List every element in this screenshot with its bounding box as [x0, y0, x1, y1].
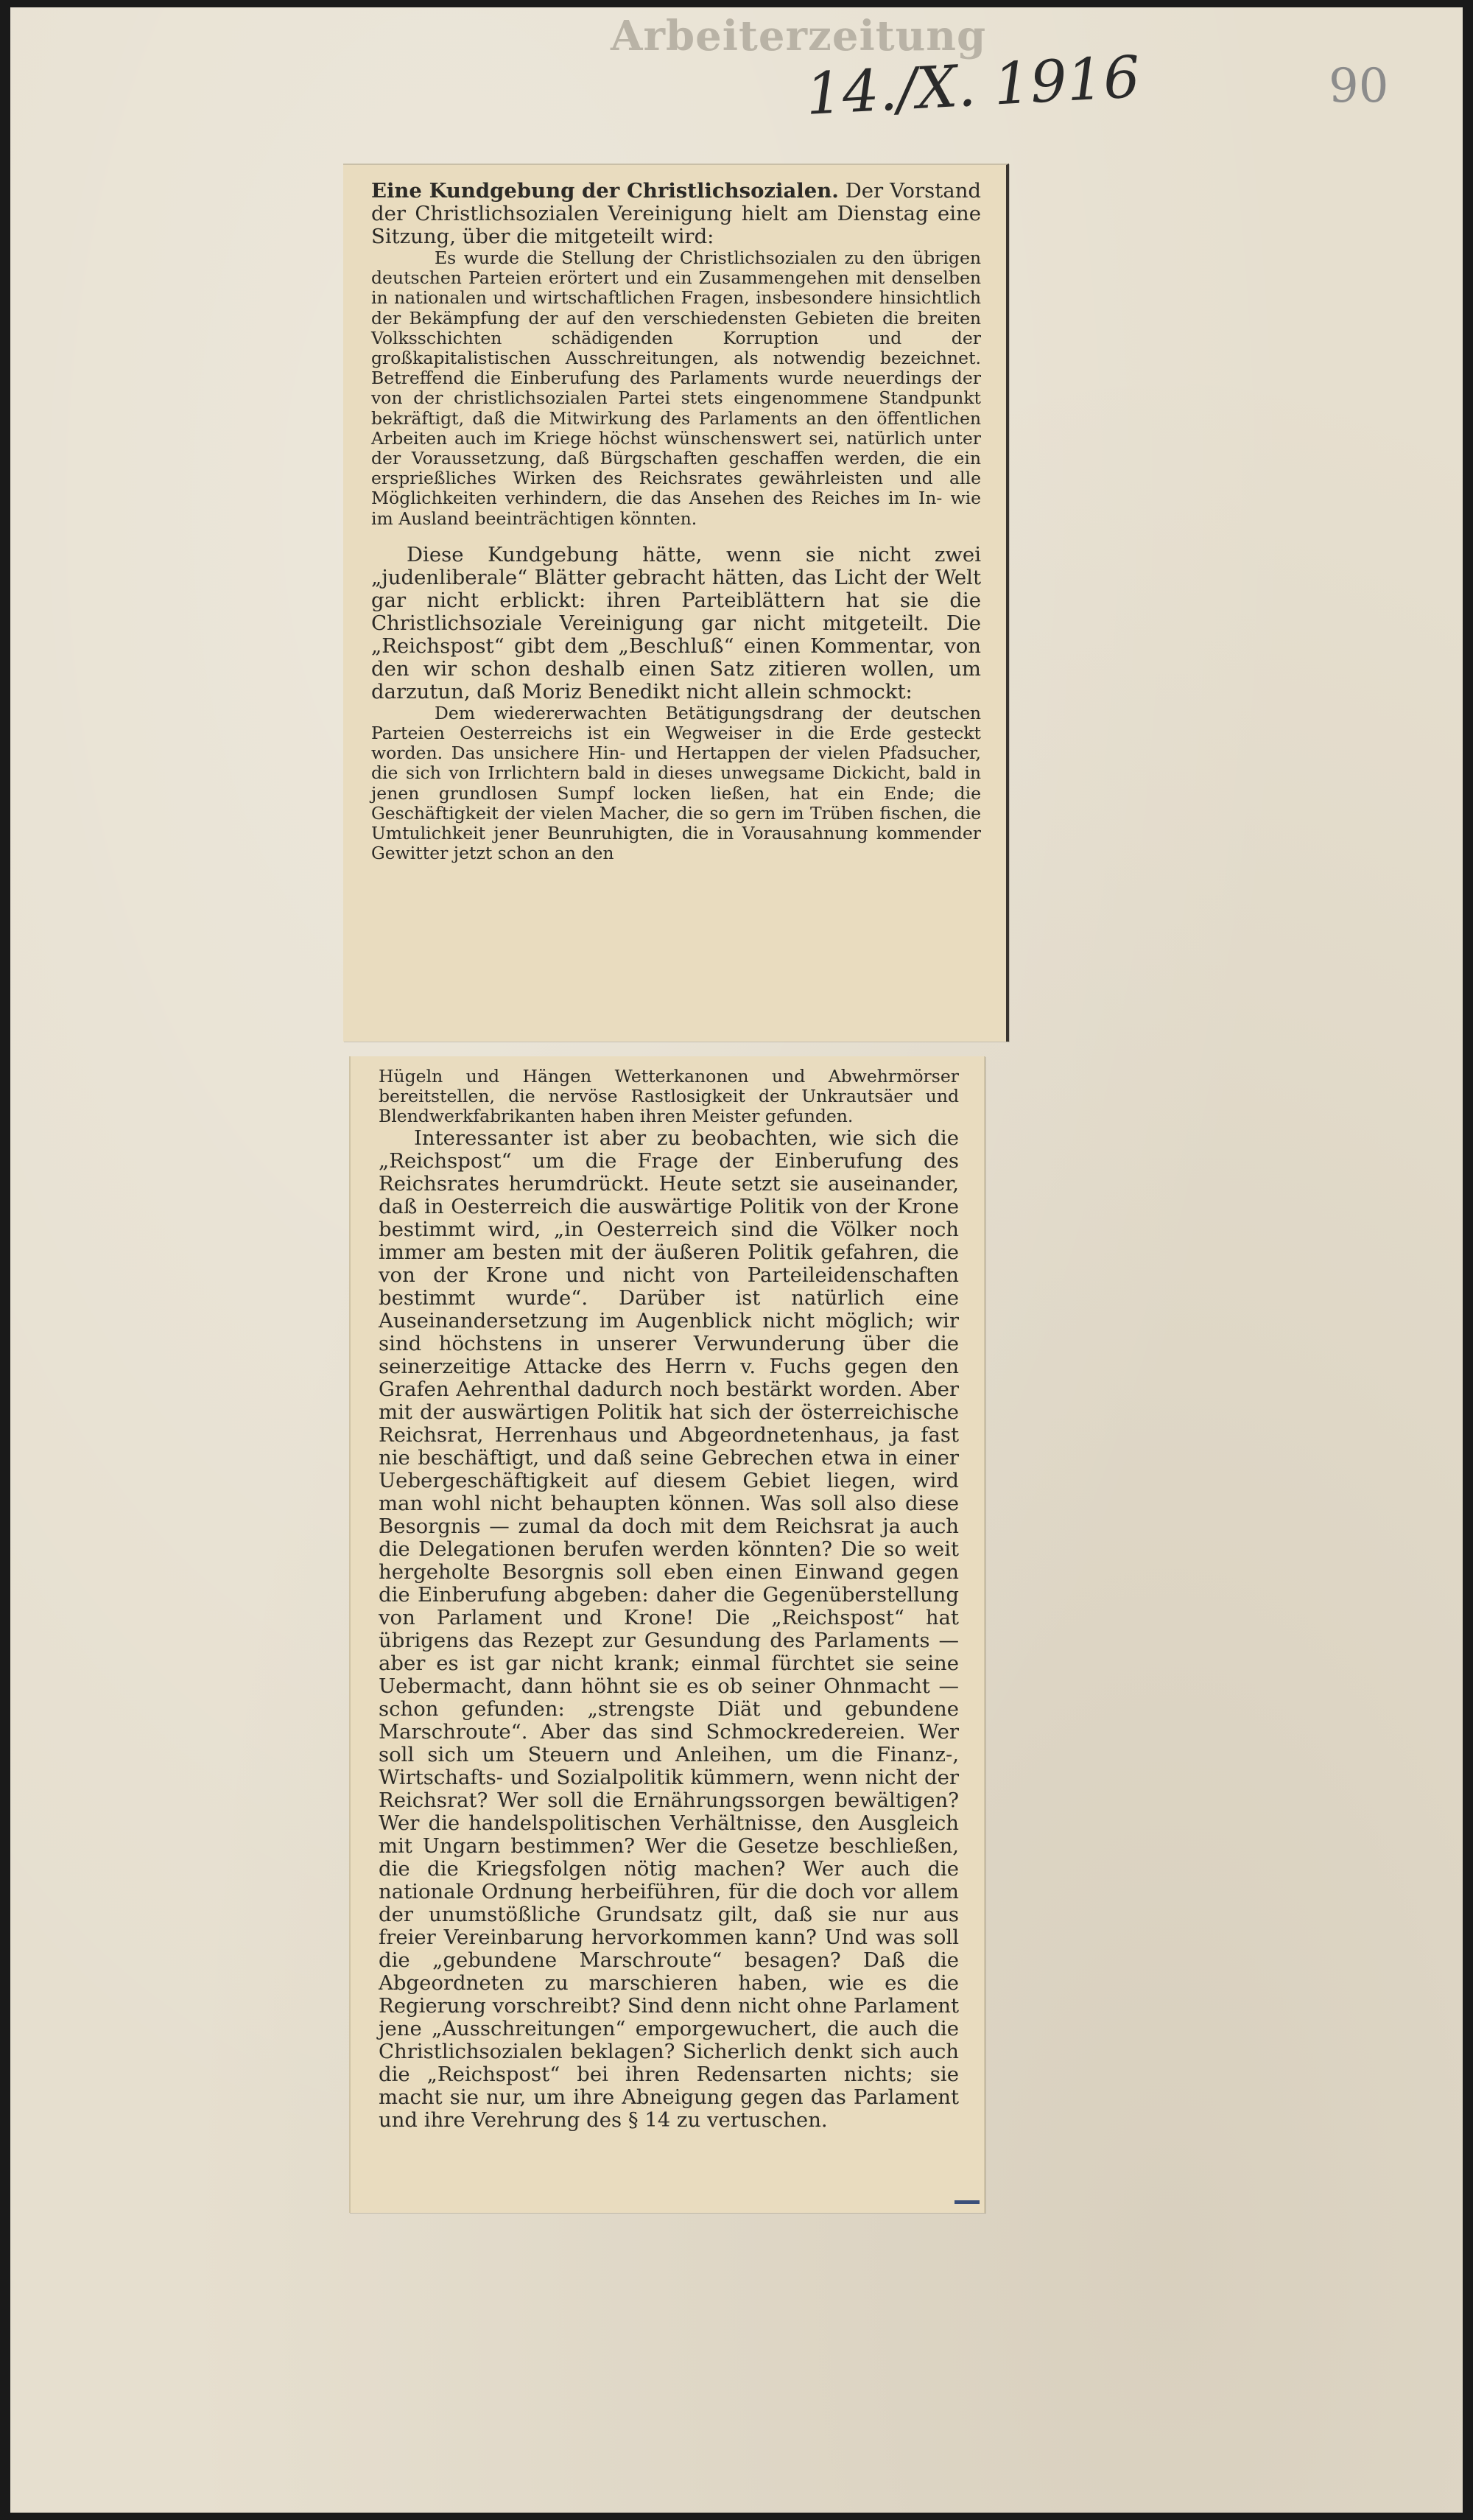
- handwritten-date: 14./X. 1916: [804, 44, 1142, 128]
- quote-block-2-continued: Hügeln und Hängen Wetterkanonen und Abwehrmörser bereitstellen, die nervöse Rastlosigkeit der Unkrautsäer und Blendwerkfabrikanten haben ihren Meister gefunden.: [379, 1066, 959, 1127]
- newspaper-stamp: Arbeiterzeitung: [611, 12, 987, 60]
- quote-block-2: Dem wiedererwachten Betätigungsdrang der deutschen Parteien Oesterreichs ist ein Wegweiser in die Erde gesteckt worden. Das unsichere Hin- und Hertappen der vielen Pfadsucher, die sich von Irrlichtern bald in dieses unwegsame Dickicht, bald in jenen grundlosen Sumpf locken ließen, hat ein Ende; die Geschäftigkeit der vielen Macher, die so gern im Trüben fischen, die Umtulichkeit jener Beunruhigten, die in Vorausahnung kommender Gewitter jetzt schon an den: [371, 702, 981, 864]
- newspaper-clipping-bottom: [349, 1056, 985, 2213]
- paragraph-2: Diese Kundgebung hätte, wenn sie nicht zwei „judenliberale“ Blätter gebracht hätten, das Licht der Welt gar nicht erblickt: ihren Parteiblättern hat sie die Christlichsoziale Vereinigung gar nicht mitgeteilt. Die „Reichspost“ gibt dem „Beschluß“ einen Kommentar, von den wir schon deshalb einen Satz zitieren wollen, um darzutun, daß Moriz Benedikt nicht allein schmockt:: [371, 542, 981, 703]
- article-lead: [371, 180, 981, 248]
- paragraph-3: Interessanter ist aber zu beobachten, wie sich die „Reichspost“ um die Frage der Einberufung des Reichsrates herumdrückt. Heute setzt sie auseinander, daß in Oesterreich die auswärtige Politik von der Krone bestimmt wird, „in Oesterreich sind die Völker noch immer am besten mit der äußeren Politik gefahren, die von der Krone und nicht von Parteileidenschaften bestimmt wurde“. Darüber ist natürlich eine Auseinandersetzung im Augenblick nicht möglich; wir sind höchstens in unserer Verwunderung über die seinerzeitige Attacke des Herrn v. Fuchs gegen den Grafen Aehrenthal dadurch noch bestärkt worden. Aber mit der auswärtigen Politik hat sich der österreichische Reichsrat, Herrenhaus und Abgeordnetenhaus, ja fast nie beschäftigt, und daß seine Gebrechen etwa in einer Uebergeschäftigkeit auf diesem Gebiet liegen, wird man wohl nicht behaupten können. Was soll also diese Besorgnis — zumal da doch mit dem Reichsrat ja auch die Delegationen berufen werden könnten? Die so weit hergeholte Besorgnis soll eben einen Einwand gegen die Einberufung abgeben: daher die Gegenüberstellung von Parlament und Krone! Die „Reichspost“ hat übrigens das Rezept zur Gesundung des Parlaments — aber es ist gar nicht krank; einmal fürchtet sie seine Uebermacht, dann höhnt sie es ob seiner Ohnmacht — schon gefunden: „strengste Diät und gebundene Marschroute“. Aber das sind Schmockredereien. Wer soll sich um Steuern und Anleihen, um die Finanz-, Wirtschafts- und Sozialpolitik kümmern, wenn nicht der Reichsrat? Wer soll die Ernährungssorgen bewältigen? Wer die handelspolitischen Verhältnisse, den Ausgleich mit Ungarn bestimmen? Wer die Gesetze beschließen, die die Kriegsfolgen nötig machen? Wer auch die nationale Ordnung herbeiführen, für die doch vor allem der unumstößliche Grundsatz gilt, daß sie nur aus freier Vereinbarung hervorkommen kann? Und was soll die „gebundene Marschroute“ besagen? Daß die Abgeordneten zu marschieren haben, wie es die Regierung vorschreibt? Sind denn nicht ohne Parlament jene „Ausschreitungen“ emporgewuchert, die auch die Christlichsozialen beklagen? Sicherlich denkt sich auch die „Reichspost“ bei ihren Redensarten nichts; sie macht sie nur, um ihre Abneigung gegen das Parlament und ihre Verehrung des § 14 zu vertuschen.: [379, 1126, 959, 2132]
- clipping-bottom-text: [379, 1067, 959, 2132]
- article-title: Eine Kundgebung der Christlichsozialen.: [371, 179, 839, 203]
- clipping-top-text: [371, 180, 981, 863]
- blue-pencil-mark: [955, 2200, 980, 2204]
- article-intro: Der Vorstand der Christlichsozialen Vereinigung hielt am Dienstag eine Sitzung, über die mitgeteilt wird:: [371, 179, 982, 248]
- archive-sheet: [10, 7, 1463, 2513]
- page-number: 90: [1329, 59, 1389, 113]
- quote-block-1: Es wurde die Stellung der Christlichsozialen zu den übrigen deutschen Parteien erörtert und ein Zusammengehen mit denselben in nationalen und wirtschaftlichen Fragen, insbesondere hinsichtlich der Bekämpfung der auf den verschiedensten Gebieten die breiten Volksschichten schädigenden Korruption und der großkapitalistischen Ausschreitungen, als notwendig bezeichnet. Betreffend die Einberufung des Parlaments wurde neuerdings der von der christlichsozialen Partei stets eingenommene Standpunkt bekräftigt, daß die Mitwirkung des Parlaments an den öffentlichen Arbeiten auch im Kriege höchst wünschenswert sei, natürlich unter der Voraussetzung, daß Bürgschaften geschaffen werden, die ein ersprießliches Wirken des Reichsrates gewährleisten und alle Möglichkeiten verhindern, die das Ansehen des Reiches im In- wie im Ausland beeinträchtigen könnten.: [371, 248, 981, 529]
- paragraph-gap: [371, 529, 981, 544]
- newspaper-clipping-top: [343, 164, 1009, 1042]
